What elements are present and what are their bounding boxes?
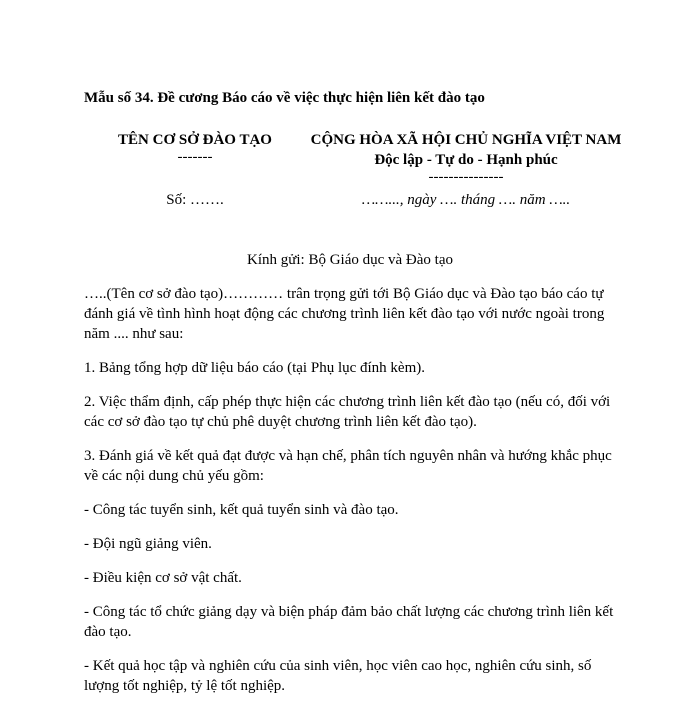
form-title: Mẫu số 34. Đề cương Báo cáo về việc thực hiện liên kết đào tạo <box>84 90 485 106</box>
bullet-enrollment: - Công tác tuyển sinh, kết quả tuyển sinh và đào tạo. <box>84 502 399 518</box>
intro-paragraph: …..(Tên cơ sở đào tạo)………… trân trọng gửi tới Bộ Giáo dục và Đào tạo báo cáo tự đánh giá về tình hình hoạt động các chương trình liên kết đào tạo với nước ngoài trong năm .... như sau: <box>84 286 605 342</box>
section-1-paragraph: 1. Bảng tổng hợp dữ liệu báo cáo (tại Phụ lục đính kèm). <box>84 360 426 376</box>
country-name: CỘNG HÒA XÃ HỘI CHỦ NGHĨA VIỆT NAM <box>310 132 622 148</box>
section-2-paragraph: 2. Việc thẩm định, cấp phép thực hiện các chương trình liên kết đào tạo (nếu có, đối với các cơ sở đào tạo tự chủ phê duyệt chương trình liên kết đào tạo). <box>84 394 611 430</box>
section-3-paragraph: 3. Đánh giá về kết quả đạt được và hạn chế, phân tích nguyên nhân và hướng khắc phục về các nội dung chủ yếu gồm: <box>84 448 612 484</box>
organization-name: TÊN CƠ SỞ ĐÀO TẠO <box>118 132 272 148</box>
motto-divider: --------------- <box>428 169 504 185</box>
bullet-facilities: - Điều kiện cơ sở vật chất. <box>84 570 242 586</box>
document-number: Số: ……. <box>166 192 224 208</box>
report-body <box>84 284 616 710</box>
document-date: ……..., ngày …. tháng …. năm ….. <box>361 192 571 208</box>
bullet-teaching-quality: - Công tác tổ chức giảng dạy và biện pháp đảm bảo chất lượng các chương trình liên kết đào tạo. <box>84 604 614 640</box>
bullet-faculty: - Đội ngũ giảng viên. <box>84 536 212 552</box>
bullet-learning-results: - Kết quả học tập và nghiên cứu của sinh viên, học viên cao học, nghiên cứu sinh, số lượng tốt nghiệp, tỷ lệ tốt nghiệp. <box>84 658 592 694</box>
recipient-line: Kính gửi: Bộ Giáo dục và Đào tạo <box>246 252 453 268</box>
national-header <box>296 130 636 184</box>
organization-divider: ------- <box>177 149 213 165</box>
national-motto: Độc lập - Tự do - Hạnh phúc <box>374 152 558 168</box>
organization-header <box>95 130 295 164</box>
